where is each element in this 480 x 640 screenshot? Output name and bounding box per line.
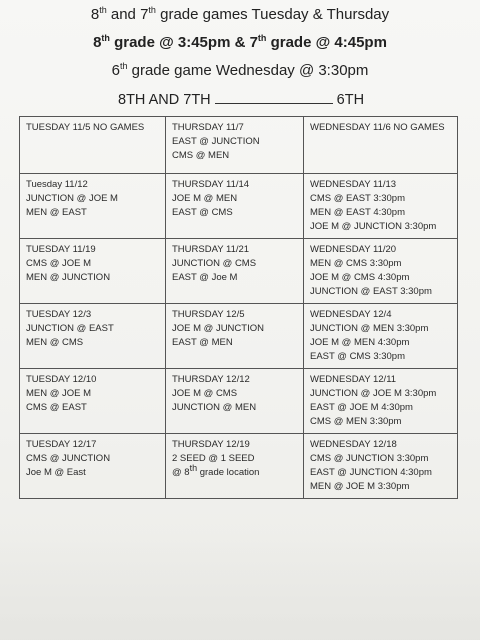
thursday-cell xyxy=(166,174,304,239)
cell-line: MEN @ JUNCTION xyxy=(26,272,111,283)
cell-line: JOE M @ MEN 4:30pm xyxy=(310,337,410,348)
cell-text: @ 8 xyxy=(172,467,190,478)
table-row xyxy=(20,304,458,369)
cell-line: CMS @ EAST xyxy=(26,402,87,413)
cell-line: JUNCTION @ JOE M xyxy=(26,193,118,204)
superscript: th xyxy=(257,33,267,43)
thursday-cell xyxy=(166,239,304,304)
cell-line: CMS @ JOE M xyxy=(26,258,92,269)
cell-line: TUESDAY 12/17 xyxy=(26,439,97,450)
header-text: and 7 xyxy=(106,6,149,23)
cell-line: MEN @ CMS 3:30pm xyxy=(310,258,402,269)
cell-line: CMS @ EAST 3:30pm xyxy=(310,193,405,204)
cell-line: CMS @ JUNCTION 3:30pm xyxy=(310,453,429,464)
cell-line: CMS @ MEN 3:30pm xyxy=(310,416,402,427)
thursday-cell xyxy=(166,304,304,369)
header-text: 8 xyxy=(90,6,100,23)
header-text: grade game Wednesday @ 3:30pm xyxy=(127,62,369,79)
header-line-4 xyxy=(118,92,364,108)
wednesday-cell xyxy=(304,434,458,499)
cell-line: THURSDAY 11/14 xyxy=(172,179,250,190)
table-row xyxy=(20,117,458,174)
cell-line: EAST @ CMS xyxy=(172,207,233,218)
cell-line: WEDNESDAY 12/18 xyxy=(310,439,397,450)
cell-line: MEN @ EAST 4:30pm xyxy=(310,207,405,218)
header-line-2 xyxy=(0,34,480,51)
cell-line: MEN @ JOE M xyxy=(26,388,92,399)
tuesday-cell xyxy=(20,304,166,369)
table-row xyxy=(20,174,458,239)
header-line-3 xyxy=(0,62,480,79)
cell-line: JUNCTION @ MEN 3:30pm xyxy=(310,323,429,334)
cell-line: JOE M @ CMS 4:30pm xyxy=(310,272,410,283)
cell-line: EAST @ JOE M 4:30pm xyxy=(310,402,413,413)
header-line-1 xyxy=(0,6,480,23)
table-row xyxy=(20,369,458,434)
cell-line: THURSDAY 12/12 xyxy=(172,374,250,385)
superscript: th xyxy=(119,61,128,71)
table-row xyxy=(20,434,458,499)
cell-line: Joe M @ East xyxy=(26,467,86,478)
cell-line: MEN @ JOE M 3:30pm xyxy=(310,481,410,492)
grades-right-label: 6TH xyxy=(336,92,365,108)
tuesday-cell xyxy=(20,369,166,434)
cell-line: TUESDAY 11/5 NO GAMES xyxy=(26,122,145,133)
cell-line: CMS @ JUNCTION xyxy=(26,453,111,464)
thursday-cell xyxy=(166,369,304,434)
tuesday-cell xyxy=(20,239,166,304)
cell-line: THURSDAY 11/7 xyxy=(172,122,244,133)
tuesday-cell xyxy=(20,117,166,174)
cell-line: JUNCTION @ JOE M 3:30pm xyxy=(310,388,437,399)
blank-line xyxy=(215,103,333,104)
wednesday-cell xyxy=(304,304,458,369)
header-text: 6 xyxy=(111,62,120,79)
tuesday-cell xyxy=(20,434,166,499)
cell-line: MEN @ CMS xyxy=(26,337,84,348)
cell-line: WEDNESDAY 12/11 xyxy=(310,374,397,385)
cell-line: WEDNESDAY 11/13 xyxy=(310,179,397,190)
cell-line: EAST @ MEN xyxy=(172,337,233,348)
header-text: grade games Tuesday & Thursday xyxy=(155,6,390,23)
cell-line: EAST @ JUNCTION 4:30pm xyxy=(310,467,432,478)
schedule-table xyxy=(19,116,458,499)
cell-line: JOE M @ JUNCTION xyxy=(172,323,264,334)
cell-line: THURSDAY 12/19 xyxy=(172,439,250,450)
cell-line: JOE M @ JUNCTION 3:30pm xyxy=(310,221,437,232)
cell-line: CMS @ MEN xyxy=(172,150,230,161)
superscript: th xyxy=(99,5,107,15)
wednesday-cell xyxy=(304,239,458,304)
cell-line: WEDNESDAY 12/4 xyxy=(310,309,392,320)
cell-line: MEN @ EAST xyxy=(26,207,87,218)
cell-line: JOE M @ MEN xyxy=(172,193,238,204)
cell-line: JUNCTION @ EAST xyxy=(26,323,114,334)
cell-line: EAST @ JUNCTION xyxy=(172,136,260,147)
cell-line: TUESDAY 12/3 xyxy=(26,309,92,320)
cell-line: WEDNESDAY 11/20 xyxy=(310,244,397,255)
cell-line: EAST @ CMS 3:30pm xyxy=(310,351,405,362)
table-row xyxy=(20,239,458,304)
superscript: th xyxy=(101,33,110,43)
wednesday-cell xyxy=(304,369,458,434)
cell-line: JOE M @ CMS xyxy=(172,388,238,399)
tuesday-cell xyxy=(20,174,166,239)
cell-text: grade location xyxy=(197,467,260,478)
superscript: th xyxy=(148,5,156,15)
cell-line: JUNCTION @ EAST 3:30pm xyxy=(310,286,432,297)
cell-line: 2 SEED @ 1 SEED xyxy=(172,453,255,464)
cell-line: JUNCTION @ MEN xyxy=(172,402,257,413)
thursday-cell xyxy=(166,434,304,499)
grades-left-label: 8TH AND 7TH xyxy=(118,92,211,108)
header-text: 8 xyxy=(93,34,102,51)
cell-line: THURSDAY 12/5 xyxy=(172,309,245,320)
cell-line: JUNCTION @ CMS xyxy=(172,258,257,269)
header-text: grade @ 3:45pm & 7 xyxy=(109,34,258,51)
header-text: grade @ 4:45pm xyxy=(266,34,387,51)
cell-line: EAST @ Joe M xyxy=(172,272,238,283)
cell-line: TUESDAY 11/19 xyxy=(26,244,96,255)
cell-line xyxy=(172,462,297,480)
wednesday-cell xyxy=(304,174,458,239)
superscript: th xyxy=(189,462,198,473)
thursday-cell xyxy=(166,117,304,174)
cell-line: Tuesday 11/12 xyxy=(26,179,88,190)
cell-line: TUESDAY 12/10 xyxy=(26,374,97,385)
cell-line: THURSDAY 11/21 xyxy=(172,244,250,255)
wednesday-cell xyxy=(304,117,458,174)
cell-line: WEDNESDAY 11/6 NO GAMES xyxy=(310,122,445,133)
